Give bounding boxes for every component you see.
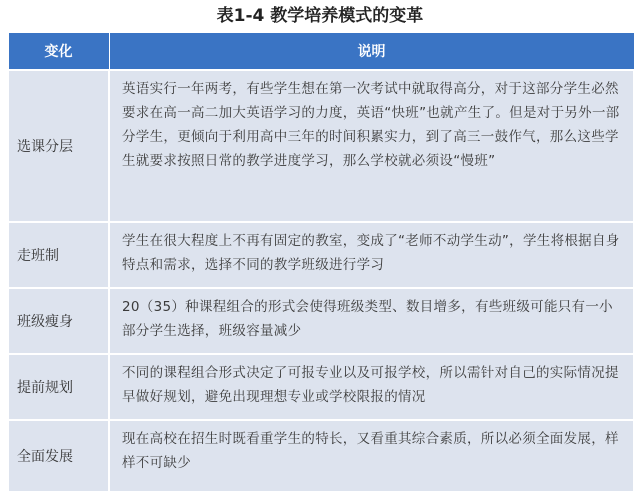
header-change: 变化	[8, 33, 109, 71]
row-label: 选课分层	[8, 70, 109, 222]
reform-table	[7, 32, 635, 493]
row-description: 英语实行一年两考，有些学生想在第一次考试中就取得高分，对于这部分学生必然要求在高一高二加大英语学习的力度，英语“快班”也就产生了。但是对于另外一部分学生，更倾向于利用高中三年的时间积累实力，到了高三一鼓作气，那么这些学生就要求按照日常的教学进度学习，那么学校就必须设“慢班”	[109, 70, 634, 222]
table-row	[8, 70, 634, 222]
row-label: 提前规划	[8, 354, 109, 420]
row-label: 班级瘦身	[8, 288, 109, 354]
row-description: 20（35）种课程组合的形式会使得班级类型、数目增多，有些班级可能只有一小部分学生选择，班级容量减少	[109, 288, 634, 354]
table-row	[8, 222, 634, 288]
table-title: 表1-4 教学培养模式的变革	[216, 6, 424, 26]
row-label: 走班制	[8, 222, 109, 288]
table-row	[8, 288, 634, 354]
header-description: 说明	[109, 33, 634, 71]
row-description: 不同的课程组合形式决定了可报专业以及可报学校，所以需针对自己的实际情况提早做好规划，避免出现理想专业或学校限报的情况	[109, 354, 634, 420]
row-description: 学生在很大程度上不再有固定的教室，变成了“老师不动学生动”，学生将根据自身特点和需求，选择不同的教学班级进行学习	[109, 222, 634, 288]
row-description: 现在高校在招生时既看重学生的特长，又看重其综合素质，所以必须全面发展，样样不可缺少	[109, 420, 634, 492]
table-row	[8, 354, 634, 420]
table-header-row	[8, 33, 634, 71]
row-label: 全面发展	[8, 420, 109, 492]
table-row	[8, 420, 634, 492]
